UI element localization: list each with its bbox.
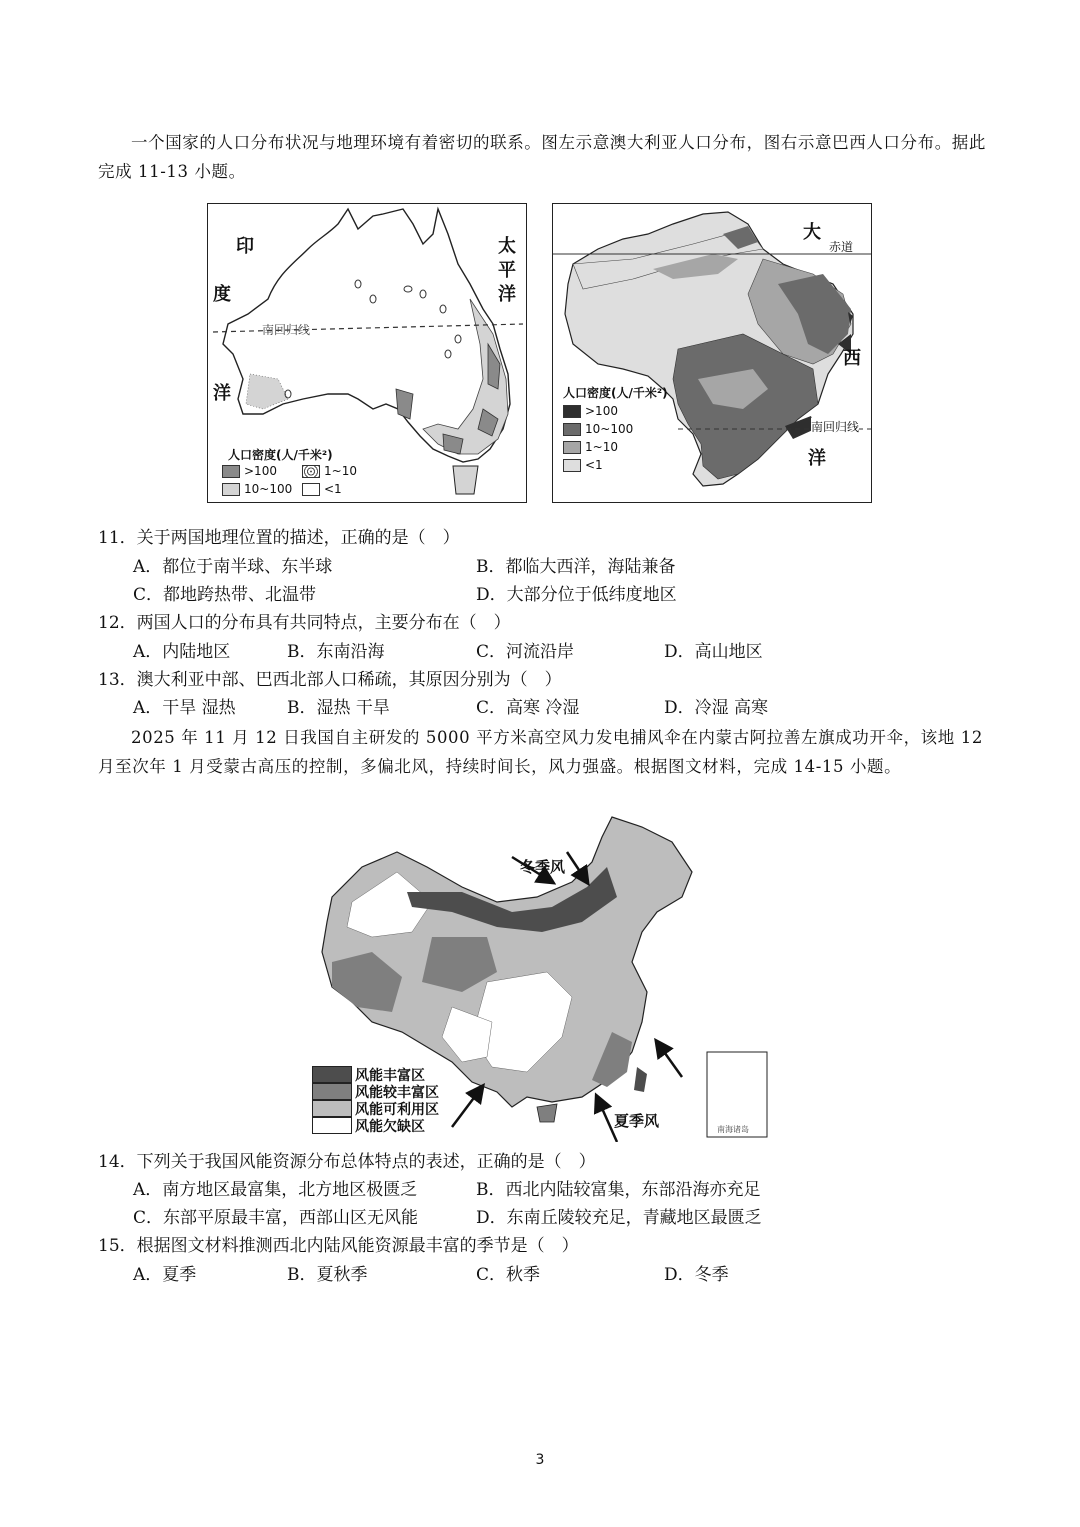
question-15-stem: 15．根据图文材料推测西北内陆风能资源最丰富的季节是（ ） bbox=[98, 1236, 579, 1256]
label-pacific-ocean-1: 太 bbox=[498, 236, 516, 257]
q12-option-b[interactable]: B．东南沿海 bbox=[287, 642, 385, 662]
q12-option-a[interactable]: A．内陆地区 bbox=[133, 642, 231, 662]
q11-option-c[interactable]: C．都地跨热带、北温带 bbox=[133, 585, 317, 605]
q13-option-a[interactable]: A．干旱 湿热 bbox=[133, 698, 236, 718]
legend-wind-usable: 风能可利用区 bbox=[312, 1100, 439, 1117]
q11-option-d[interactable]: D．大部分位于低纬度地区 bbox=[476, 585, 677, 605]
question-12-stem: 12．两国人口的分布具有共同特点，主要分布在（ ） bbox=[98, 613, 511, 633]
legend-brazil-gt100: >100 bbox=[563, 404, 618, 418]
label-indian-ocean-1: 印 bbox=[236, 236, 254, 257]
q14-option-c[interactable]: C．东部平原最丰富，西部山区无风能 bbox=[133, 1208, 419, 1228]
q13-option-c[interactable]: C．高寒 冷湿 bbox=[476, 698, 580, 718]
q11-option-a[interactable]: A．都位于南半球、东半球 bbox=[133, 557, 333, 577]
legend-item-gt100: >100 bbox=[222, 464, 277, 478]
australia-population-map bbox=[207, 203, 527, 503]
legend-title-brazil: 人口密度(人/千米²) bbox=[563, 386, 668, 400]
q12-option-d[interactable]: D．高山地区 bbox=[664, 642, 763, 662]
q11-option-b[interactable]: B．都临大西洋，海陆兼备 bbox=[476, 557, 676, 577]
q15-option-a[interactable]: A．夏季 bbox=[133, 1265, 197, 1285]
label-indian-ocean-3: 洋 bbox=[213, 383, 231, 404]
label-tropic-capricorn-brazil: 南回归线 bbox=[811, 420, 860, 434]
label-tropic-capricorn: 南回归线 bbox=[262, 323, 311, 337]
legend-wind-poor: 风能欠缺区 bbox=[312, 1117, 439, 1134]
q15-option-b[interactable]: B．夏秋季 bbox=[287, 1265, 368, 1285]
label-indian-ocean-2: 度 bbox=[213, 284, 231, 305]
legend-brazil-10-100: 10~100 bbox=[563, 422, 633, 436]
legend-title: 人口密度(人/千米²) bbox=[228, 448, 333, 462]
q13-option-d[interactable]: D．冷湿 高寒 bbox=[664, 698, 769, 718]
q14-option-d[interactable]: D．东南丘陵较充足，青藏地区最匮乏 bbox=[476, 1208, 762, 1228]
q12-option-c[interactable]: C．河流沿岸 bbox=[476, 642, 575, 662]
legend-item-1-10: 1~10 bbox=[302, 464, 357, 478]
question-11-stem: 11．关于两国地理位置的描述，正确的是（ ） bbox=[98, 528, 460, 548]
china-wind-energy-map bbox=[312, 812, 772, 1142]
q15-option-c[interactable]: C．秋季 bbox=[476, 1265, 541, 1285]
legend-wind-fair: 风能较丰富区 bbox=[312, 1083, 439, 1100]
q14-option-a[interactable]: A．南方地区最富集，北方地区极匮乏 bbox=[133, 1180, 418, 1200]
question-14-stem: 14．下列关于我国风能资源分布总体特点的表述，正确的是（ ） bbox=[98, 1152, 596, 1172]
q13-option-b[interactable]: B．湿热 干旱 bbox=[287, 698, 390, 718]
label-atlantic-ocean-3: 洋 bbox=[808, 448, 826, 469]
intro-paragraph-2: 2025 年 11 月 12 日我国自主研发的 5000 平方米高空风力发电捕风伞在内蒙古阿拉善左旗成功开伞，该地 12 月至次年 1 月受蒙古高压的控制，多偏北风，持续时间长，风力强盛。根据图文材料，完成 14-15 小题。 bbox=[98, 728, 983, 776]
label-winter-monsoon: 冬季风 bbox=[520, 858, 566, 876]
label-atlantic-ocean-2: 西 bbox=[843, 348, 861, 369]
q14-option-b[interactable]: B．西北内陆较富集，东部沿海亦充足 bbox=[476, 1180, 761, 1200]
legend-item-lt1: <1 bbox=[302, 482, 342, 496]
legend-brazil-1-10: 1~10 bbox=[563, 440, 618, 454]
legend-brazil-lt1: <1 bbox=[563, 458, 603, 472]
label-atlantic-ocean-1: 大 bbox=[803, 222, 821, 243]
intro-paragraph-1: 一个国家的人口分布状况与地理环境有着密切的联系。图左示意澳大利亚人口分布，图右示意巴西人口分布。据此完成 11-13 小题。 bbox=[98, 133, 986, 181]
legend-wind-rich: 风能丰富区 bbox=[312, 1066, 439, 1083]
page-number: 3 bbox=[535, 1452, 545, 1468]
label-equator: 赤道 bbox=[829, 240, 854, 254]
legend-item-10-100: 10~100 bbox=[222, 482, 292, 496]
brazil-population-map bbox=[552, 203, 872, 503]
q15-option-d[interactable]: D．冬季 bbox=[664, 1265, 729, 1285]
label-south-china-sea-islands: 南海诸岛 bbox=[717, 1125, 749, 1134]
wind-legend bbox=[312, 1066, 439, 1134]
question-13-stem: 13．澳大利亚中部、巴西北部人口稀疏，其原因分别为（ ） bbox=[98, 670, 562, 690]
label-summer-monsoon: 夏季风 bbox=[614, 1112, 660, 1130]
label-pacific-ocean-3: 洋 bbox=[498, 284, 516, 305]
label-pacific-ocean-2: 平 bbox=[498, 260, 516, 281]
